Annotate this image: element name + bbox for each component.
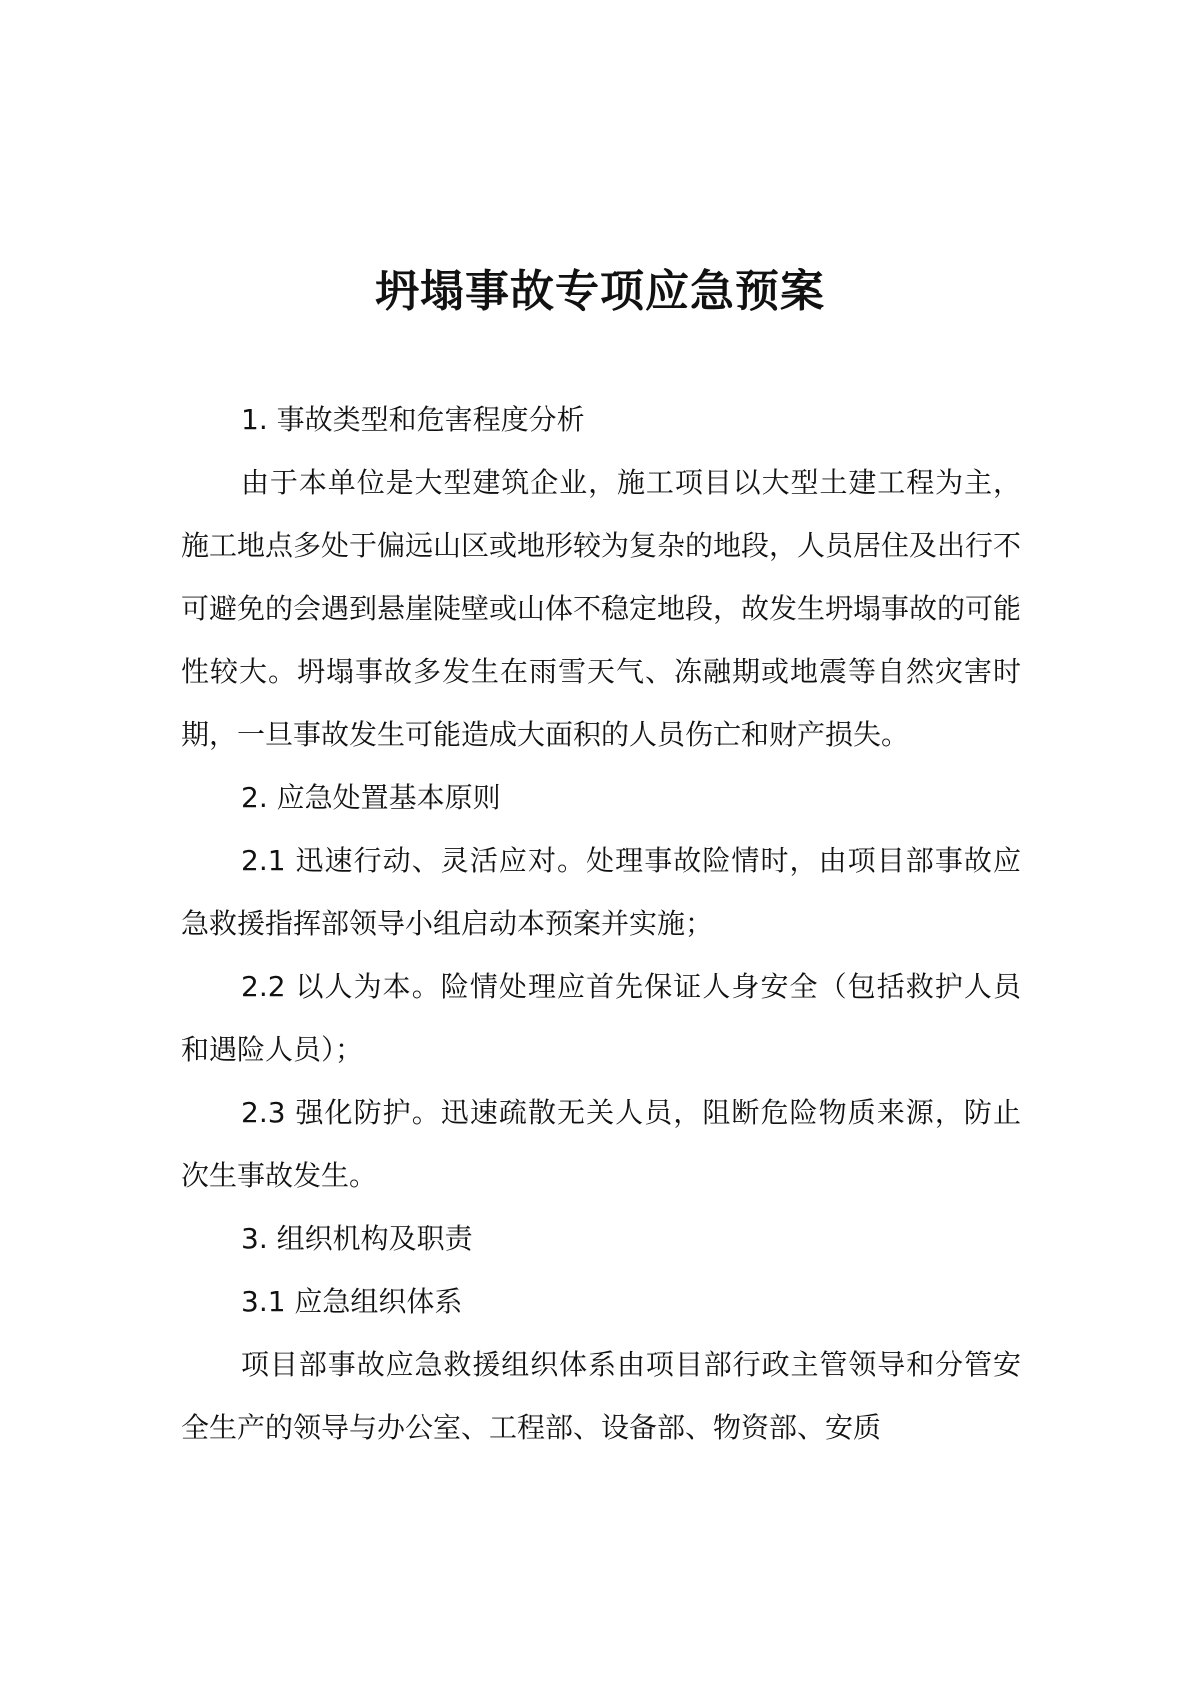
paragraph-hazard-analysis: 由于本单位是大型建筑企业，施工项目以大型土建工程为主，施工地点多处于偏远山区或地形较为复杂的地段，人员居住及出行不可避免的会遇到悬崖陡壁或山体不稳定地段，故发生坍塌事故的可能性较大。坍塌事故多发生在雨雪天气、冻融期或地震等自然灾害时期，一旦事故发生可能造成大面积的人员伤亡和财产损失。 xyxy=(181,466,1022,751)
section-heading-2: 2. 应急处置基本原则 xyxy=(241,781,501,814)
paragraph-organization: 项目部事故应急救援组织体系由项目部行政主管领导和分管安全生产的领导与办公室、工程部、设备部、物资部、安质 xyxy=(181,1348,1021,1444)
paragraph-principle-2-1: 2.1 迅速行动、灵活应对。处理事故险情时，由项目部事故应急救援指挥部领导小组启动本预案并实施； xyxy=(181,844,1021,940)
section-heading-1: 1. 事故类型和危害程度分析 xyxy=(241,403,585,436)
document-body xyxy=(181,388,1021,1459)
section-heading-3: 3. 组织机构及职责 xyxy=(241,1222,473,1255)
paragraph-principle-2-3: 2.3 强化防护。迅速疏散无关人员，阻断危险物质来源，防止次生事故发生。 xyxy=(181,1096,1021,1192)
subsection-heading-3-1: 3.1 应急组织体系 xyxy=(241,1285,463,1318)
document-title: 坍塌事故专项应急预案 xyxy=(375,266,825,317)
paragraph-principle-2-2: 2.2 以人为本。险情处理应首先保证人身安全（包括救护人员和遇险人员）； xyxy=(181,970,1021,1066)
